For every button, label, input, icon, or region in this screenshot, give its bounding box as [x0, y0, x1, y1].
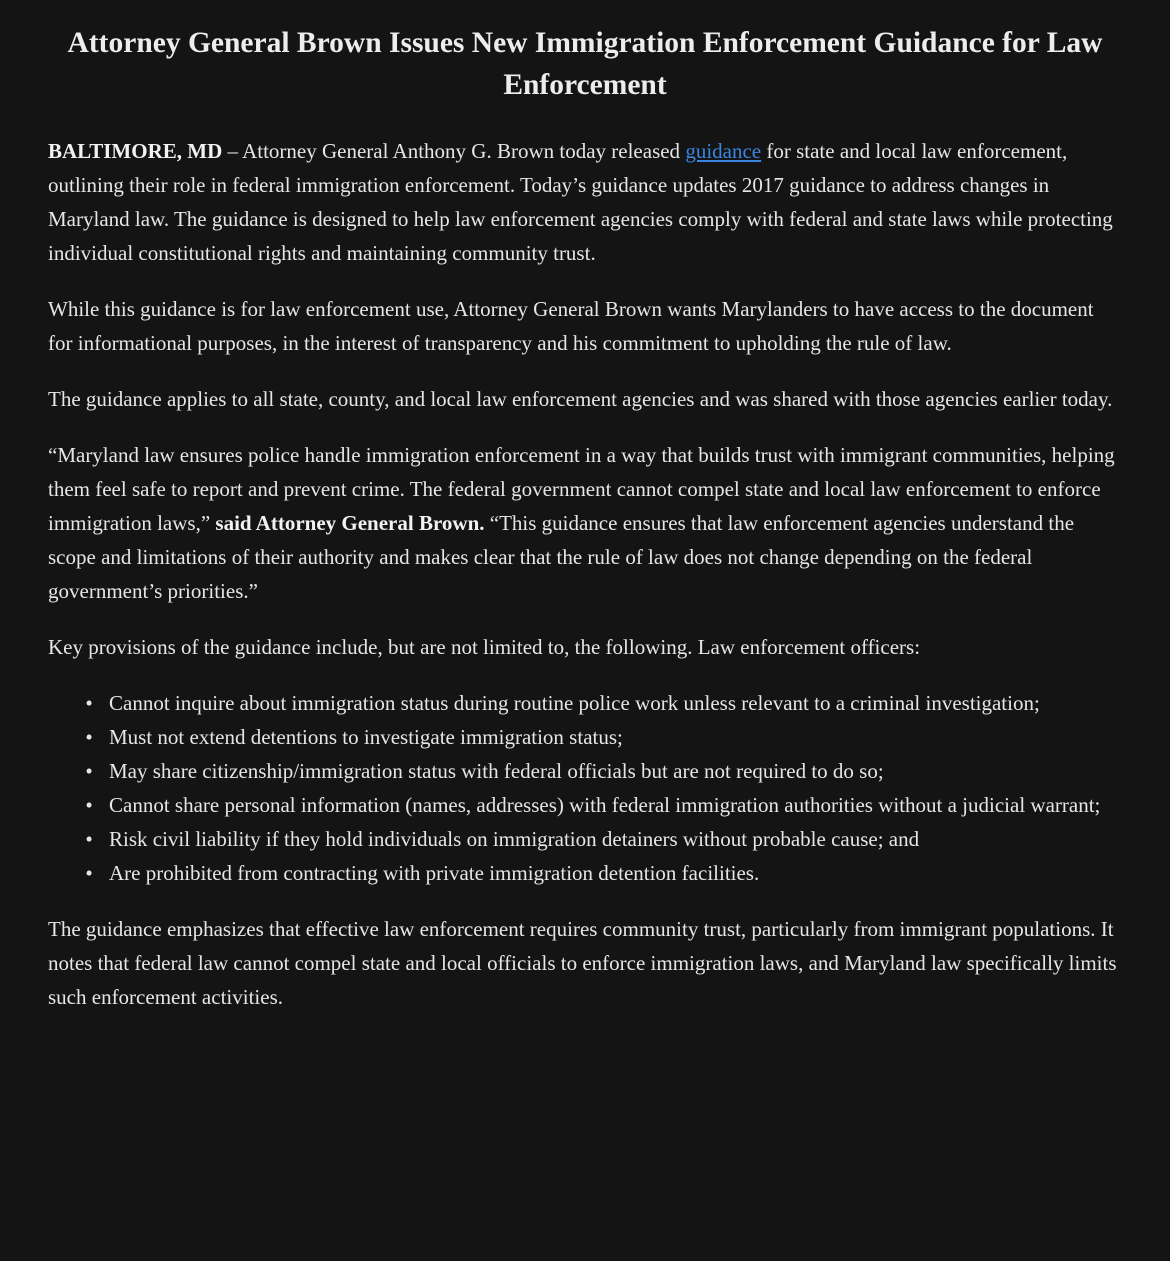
transparency-paragraph: While this guidance is for law enforcement use, Attorney General Brown wants Marylanders to have access to the document for informational purposes, in the interest of transparency and his commitment to upholding the rule of law.: [48, 297, 1094, 355]
intro-rest-text: for state and local law enforcement, outlining their role in federal immigration enforcement. Today’s guidance updates 2017 guidance to address changes in Maryland law. The guidance is designed to help law enforcement agencies comply with federal and state laws while protecting individual constitutional rights and maintaining community trust.: [48, 139, 1113, 265]
bullet-icon: •: [85, 691, 93, 715]
quote-part-one: “Maryland law ensures police handle immigration enforcement in a way that builds trust with immigrant communities, helping them feel safe to report and prevent crime. The federal government cannot compel state and local law enforcement to enforce immigration laws,”: [48, 443, 1115, 535]
bullet-icon: •: [85, 793, 93, 817]
bullet-icon: •: [85, 759, 93, 783]
list-item-text: Are prohibited from contracting with private immigration detention facilities.: [109, 861, 760, 885]
intro-paragraph: [48, 134, 1122, 270]
list-item: [85, 822, 1122, 856]
provisions-list: [48, 686, 1122, 890]
guidance-link[interactable]: guidance: [685, 139, 762, 163]
quote-attribution: said Attorney General Brown.: [215, 511, 485, 535]
quote-paragraph: [48, 438, 1122, 608]
bullet-icon: •: [85, 725, 93, 749]
list-item: [85, 856, 1122, 890]
bullet-icon: •: [85, 827, 93, 851]
bullet-icon: •: [85, 861, 93, 885]
list-item: [85, 754, 1122, 788]
page-title: Attorney General Brown Issues New Immigration Enforcement Guidance for Law Enforcement: [67, 27, 1103, 101]
list-item-text: Must not extend detentions to investigate immigration status;: [109, 725, 623, 749]
closing-paragraph: The guidance emphasizes that effective law enforcement requires community trust, particularly from immigrant populations. It notes that federal law cannot compel state and local officials to enforce immigration laws, and Maryland law specifically limits such enforcement activities.: [48, 917, 1117, 1009]
provisions-intro: Key provisions of the guidance include, but are not limited to, the following. Law enforcement officers:: [48, 635, 921, 659]
scope-paragraph: The guidance applies to all state, county, and local law enforcement agencies and was shared with those agencies earlier today.: [48, 387, 1113, 411]
list-item-text: May share citizenship/immigration status with federal officials but are not required to do so;: [109, 759, 884, 783]
quote-part-two: “This guidance ensures that law enforcement agencies understand the scope and limitations of their authority and makes clear that the rule of law does not change depending on the federal government’s priorities.”: [48, 511, 1075, 603]
list-item: [85, 788, 1122, 822]
list-item: [85, 720, 1122, 754]
intro-lead-text: – Attorney General Anthony G. Brown today released: [222, 139, 686, 163]
dateline: BALTIMORE, MD: [48, 139, 223, 163]
list-item-text: Risk civil liability if they hold individuals on immigration detainers without probable cause; and: [109, 827, 920, 851]
list-item-text: Cannot share personal information (names, addresses) with federal immigration authorities without a judicial warrant;: [109, 793, 1101, 817]
list-item: [85, 686, 1122, 720]
list-item-text: Cannot inquire about immigration status during routine police work unless relevant to a criminal investigation;: [109, 691, 1040, 715]
